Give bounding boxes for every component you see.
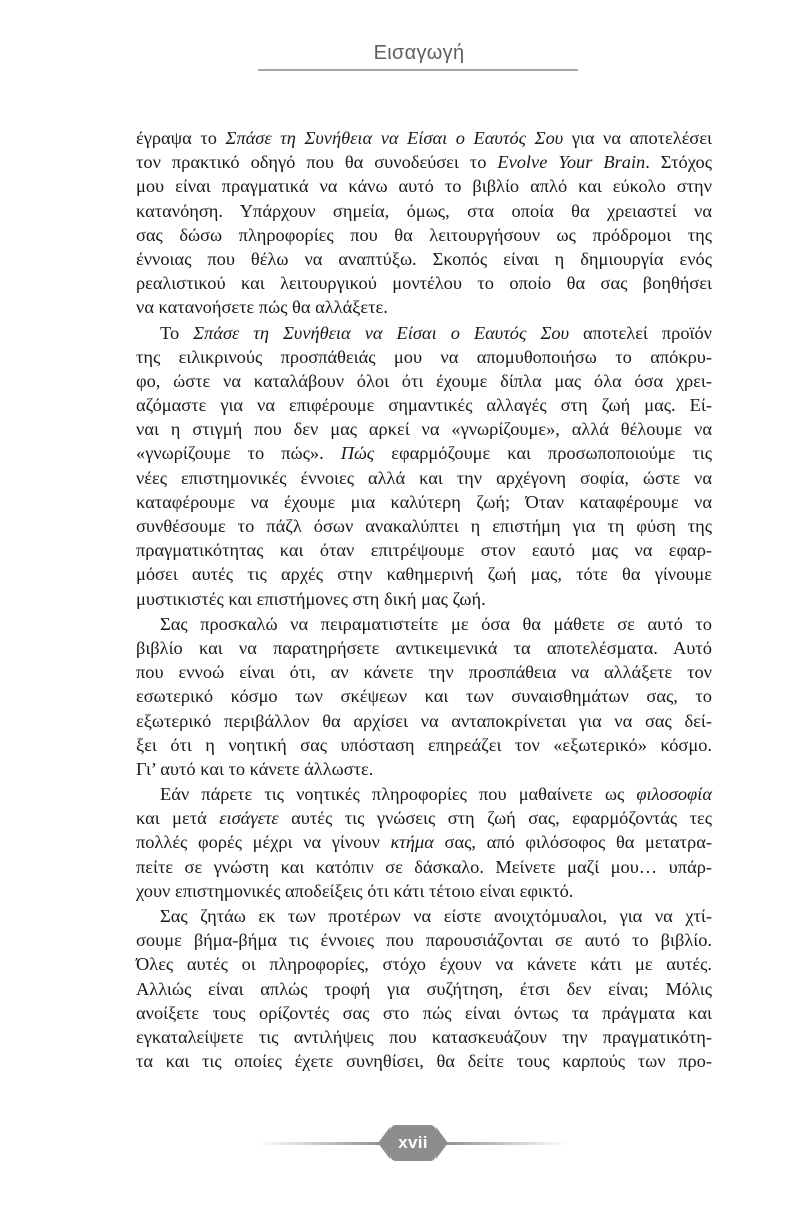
text-run: αποτελεί προϊόν — [569, 322, 712, 343]
text-run: Το — [160, 322, 194, 343]
text-line — [136, 587, 712, 611]
text-run: ναι η στιγμή που δεν μας αρκεί να «γνωρίζουμε», αλλά θέλουμε να — [136, 419, 712, 440]
text-line — [136, 345, 712, 369]
text-line — [136, 295, 712, 319]
text-run: για να αποτελέσει — [563, 128, 713, 148]
footer-rule-left — [258, 1142, 388, 1145]
text-line — [136, 879, 712, 903]
paragraph — [136, 321, 712, 611]
text-run: «γνωρίζουμε το πώς». — [136, 443, 341, 464]
text-line — [136, 733, 712, 757]
italic-text: κτήμα — [390, 832, 434, 853]
text-run: ξει ότι η νοητική σας υπόσταση επηρεάζει τον «εξωτερικό» κόσμο. — [136, 734, 712, 755]
text-run: σας δώσω πληροφορίες που θα λειτουργήσουν ως πρόδρομοι της — [136, 224, 712, 245]
paragraph — [136, 782, 712, 903]
text-line — [136, 538, 712, 562]
text-run: της ειλικρινούς προσπάθειάς μου να απομυθοποιήσω το απόκρυ- — [136, 346, 712, 367]
text-run: σουμε βήμα-βήμα τις έννοιες που παρουσιάζονται σε αυτό το βιβλίο. — [136, 930, 712, 951]
text-run: φο, ώστε να καταλάβουν όλοι ότι έχουμε δίπλα μας όλα όσα χρει- — [136, 370, 712, 391]
text-line — [136, 223, 712, 247]
text-run: ανοίξετε τους ορίζοντές σας στο πώς είναι όντως τα πράγματα και — [136, 1002, 712, 1023]
italic-text: Πώς — [340, 443, 375, 464]
text-line — [136, 952, 712, 976]
text-run: Αλλιώς είναι απλώς τροφή για συζήτηση, έτσι δεν είναι; Μόλις — [136, 978, 712, 999]
text-line — [136, 1001, 712, 1025]
text-run: Γι’ αυτό και το κάνετε άλλωστε. — [136, 758, 374, 779]
text-run: Σας προσκαλώ να πειραματιστείτε με όσα θα μάθετε σε αυτό το — [160, 613, 712, 634]
text-run: τον πρακτικό οδηγό που θα συνοδεύσει το — [136, 152, 498, 173]
text-run: πείτε σε γνώστη και κατόπιν σε δάσκαλο. Μείνετε μαζί μου… υπάρ- — [136, 856, 712, 877]
text-run: αζόμαστε για να επιφέρουμε σημαντικές αλλαγές στη ζωή μας. Εί- — [136, 395, 712, 416]
chevron-left-ornament-icon — [378, 1127, 390, 1159]
running-header-title: Εισαγωγή — [373, 42, 465, 64]
text-run: σας, από φιλόσοφος θα μετατρα- — [433, 832, 712, 853]
header-rule — [258, 69, 578, 71]
italic-text: Σπάσε τη Συνήθεια να Είσαι ο Εαυτός Σου — [193, 322, 570, 343]
text-run: μυστικιστές και επιστήμονες στη δική μας ζωή. — [136, 588, 486, 609]
text-line — [136, 271, 712, 295]
text-line — [136, 562, 712, 586]
italic-text: Σπάσε τη Συνήθεια να Είσαι ο Εαυτός Σου — [225, 128, 564, 148]
text-run: Εάν πάρετε τις νοητικές πληροφορίες που μαθαίνετε ως — [160, 784, 637, 805]
text-run: έγραψα το — [136, 128, 226, 148]
text-line — [136, 660, 712, 684]
text-line — [136, 199, 712, 223]
text-line — [136, 757, 712, 781]
text-line — [136, 1025, 712, 1049]
text-line — [136, 782, 712, 806]
text-run: να κατανοήσετε πώς θα αλλάξετε. — [136, 297, 388, 318]
text-run: πολλές φορές μέχρι να γίνουν — [136, 832, 391, 853]
text-run: μόσει αυτές τις αρχές στην καθημερινή ζωή μας, τότε θα γίνουμε — [136, 564, 712, 585]
text-line — [136, 417, 712, 441]
text-run: μου είναι πραγματικά να κάνω αυτό το βιβλίο απλό και εύκολο στην — [136, 176, 712, 197]
text-line — [136, 830, 712, 854]
text-line — [136, 490, 712, 514]
italic-text: εισάγετε — [219, 808, 279, 829]
footer-rule-right — [438, 1142, 568, 1145]
text-run: έννοιας που θέλω να αναπτύξω. Σκοπός είναι η δημιουργία ενός — [136, 248, 712, 269]
text-run: κατανόηση. Υπάρχουν σημεία, όμως, στα οποία θα χρειαστεί να — [136, 200, 712, 221]
text-run: βιβλίο και να παρατηρήσετε αντικειμενικά τα αποτελέσματα. Αυτό — [136, 637, 712, 658]
text-line — [136, 466, 712, 490]
text-run: Σας ζητάω εκ των προτέρων να είστε ανοιχτόμυαλοι, για να χτί- — [160, 906, 712, 926]
italic-text: Evolve Your Brain — [497, 152, 646, 173]
text-run: συνθέσουμε το πάζλ όσων ανακαλύπτει η επιστήμη για τη φύση της — [136, 516, 712, 536]
text-run: εφαρμόζουμε και προσωποποιούμε τις — [374, 443, 712, 464]
text-line — [136, 126, 712, 150]
text-run: χουν επιστημονικές αποδείξεις ότι κάτι τέτοιο είναι εφικτό. — [136, 880, 574, 901]
text-line — [136, 174, 712, 198]
italic-text: φιλοσοφία — [636, 784, 712, 805]
text-line — [136, 247, 712, 271]
text-run: εσωτερικό κόσμο των σκέψεων και των συναισθημάτων σας, το — [136, 686, 712, 707]
text-line — [136, 441, 712, 465]
text-run: . Στόχος — [645, 152, 712, 173]
paragraph — [136, 126, 712, 320]
text-run: Όλες αυτές οι πληροφορίες, στόχο έχουν να κάνετε κάτι με αυτές. — [136, 954, 712, 975]
text-run: νέες επιστημονικές έννοιες αλλά και την αρχέγονη σοφία, ώστε να — [136, 467, 712, 488]
text-line — [136, 612, 712, 636]
text-run: καταφέρουμε να έχουμε μια καλύτερη ζωή; Όταν καταφέρουμε να — [136, 491, 712, 512]
text-line — [136, 709, 712, 733]
text-line — [136, 806, 712, 830]
text-run: εγκαταλείψετε τις αντιλήψεις που κατασκευάζουν την πραγματικότη- — [136, 1026, 712, 1047]
text-line — [136, 977, 712, 1001]
text-line — [136, 855, 712, 879]
text-line — [136, 514, 712, 538]
paragraph — [136, 612, 712, 781]
text-run: που εννοώ είναι ότι, αν κάνετε την προσπάθεια να αλλάξετε τον — [136, 662, 712, 683]
page-number: xvii — [390, 1125, 436, 1161]
text-run: τα και τις οποίες έχετε συνηθίσει, θα δείτε τους καρπούς των προ- — [136, 1051, 712, 1072]
text-line — [136, 904, 712, 928]
text-line — [136, 150, 712, 174]
text-line — [136, 1049, 712, 1073]
text-line — [136, 636, 712, 660]
body-text — [136, 126, 712, 1073]
paragraph — [136, 904, 712, 1073]
text-line — [136, 321, 712, 345]
text-run: και μετά — [136, 808, 220, 829]
text-run: ρεαλιστικού και λειτουργικού μοντέλου το οποίο θα σας βοηθήσει — [136, 273, 712, 294]
text-run: πραγματικότητας και όταν επιτρέψουμε στον εαυτό μας να εφαρ- — [136, 540, 712, 561]
text-line — [136, 684, 712, 708]
text-line — [136, 369, 712, 393]
text-line — [136, 928, 712, 952]
text-run: εξωτερικό περιβάλλον θα αρχίσει να ανταποκρίνεται για να σας δεί- — [136, 710, 712, 731]
text-line — [136, 393, 712, 417]
text-run: αυτές τις γνώσεις στη ζωή σας, εφαρμόζοντάς τες — [278, 808, 712, 829]
chevron-right-ornament-icon — [436, 1127, 448, 1159]
